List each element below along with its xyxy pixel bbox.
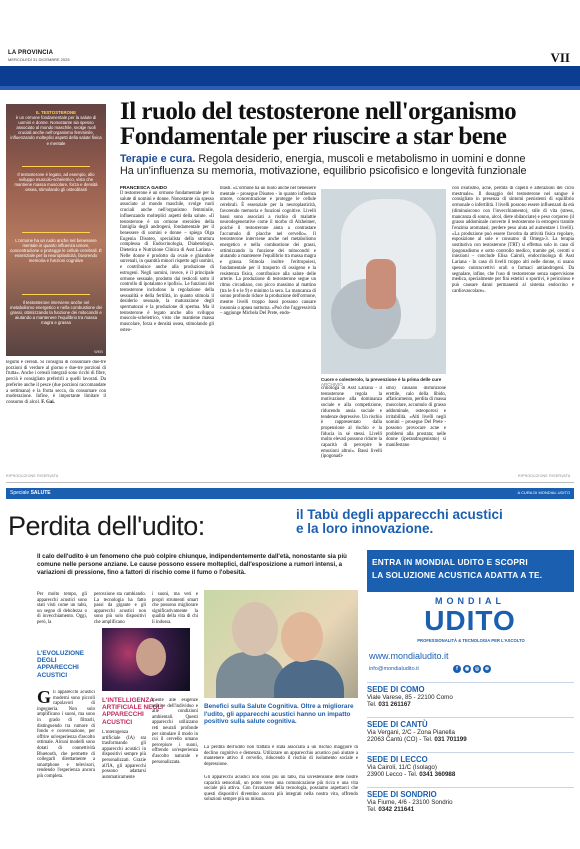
sites-separator bbox=[367, 717, 574, 718]
article-column-left bbox=[6, 360, 106, 472]
feature-label-evolution: L'EVOLUZIONE DEGLI APPARECCHI ACUSTICI bbox=[37, 650, 84, 679]
article-column-5: con irsutismo, acne, perdita di capelli e alterazioni del ciclo mestruale». Il dosaggio del testosterone nel sangue è consigliato in presenza di sintomi persistenti di squilibrio ormonale o infertilità. I livelli possono essere influenzati da età (diminuiscono con l'invecchiamento), stile di vita (stress, mancanza di sonno, alcol, diete sbilanciate) e peso corporeo (il grasso addominale converte il testosterone in estrogeni tramite l'enzima aromatasi; perdere peso aiuta ad aumentare i livelli). «La produzione può essere favorita da attività fisica regolare, esposizione al sole e consumo di Omega-3. La terapia sostitutiva con testosterone (TRT) si effettua solo in caso di ipogonadismo e sotto controllo medico, tramite gel, cerotti o iniezioni – conclude Elisa Cairoli, endocrinologa di Asst Lariana - In caso di livelli troppo alti nelle donne, si usano spesso contraccettivi orali o farmaci antiandrogeni. Da segnalare, infine, che l'uso di testosterone senza supervisione medica, specialmente per fini estetici o sportivi, è pericoloso e può causare danni permanenti al sistema endocrino e cardiovascolare». bbox=[452, 186, 574, 294]
phone-number: 031 261167 bbox=[378, 701, 411, 709]
page-divider bbox=[6, 482, 574, 483]
feature-text-ai-2: mente alle esigenze uditive dell'individuo e alle condizioni ambientali. Questi apparecchi utilizzano reti neurali profonde per simulare il modo in cui il cervello umano percepisce i suoni, offrendo un'esperienza d'ascolto naturale e personalizzata. bbox=[152, 698, 198, 765]
newspaper-name: LA PROVINCIA bbox=[8, 50, 54, 56]
ad-photo-couple bbox=[204, 590, 358, 698]
location-cantu bbox=[367, 720, 574, 743]
ad-subtitle-line-1: il Tabù degli apparecchi acustici bbox=[296, 507, 503, 522]
article-column-1 bbox=[120, 186, 214, 472]
article-text-1: Il testosterone è un ormone fondamentale per la salute di uomini e donne. Nonostante sia spesso associato al mondo maschile, svolge ruoli cruciali anche nell'organismo femminile, influenzando molteplici aspetti della salute. «Il testosterone è un ormone steroideo della famiglia degli androgeni, fondamentale per il benessere di uomini e donne – spiega Olga Eugenia Disoteo, specialista della struttura complessa di Endocrinologia, Diabetologia, Dietetica e Nutrizione Clinica di Asst Lariana - Nelle donne è prodotto da ovaie e ghiandole surrenali, in quantità minori rispetto agli uomini, e contribuisce anche alla produzione di estrogeni. Negli uomini, invece, è il principale ormone sessuale, prodotto dai testicoli sotto il controllo di ipotalamo e ipofisi». Le funzioni del testosterone includono la regolazione della sessualità e della fertilità, in quanto stimola il desiderio sessuale, la maturazione degli spermatozoi e la produzione di sperma. Ma il testosterone è legato anche allo sviluppo muscolo-scheletrico, visto che mantiene massa muscolare, forza e densità ossea, stimolando gli osteo- bbox=[120, 191, 214, 333]
location-como bbox=[367, 685, 574, 708]
feature-text-cognitive-1: La perdita dell'udito non trattata è stata associata a un rischio maggiore di declino cognitivo e demenza. Utilizzare un apparecchio acustico può aiutare a mantenere attivo il cervello, riducendo il rischio di isolamento sociale e depressione. bbox=[204, 745, 358, 767]
feature-text-evolution-body: li apparecchi acustici moderni sono piccoli capolavori di ingegneria. Non solo amplificano i suoni, ma sono in grado di filtrarli, distinguendo tra rumore di fondo e conversazione, per offrire un'esperienza d'ascolto ottimale. Alcuni modelli sono dotati di connettività Bluetooth, che permette di collegarli direttamente a smartphone e televisori, rendendo l'esperienza ancora più completa. bbox=[37, 690, 95, 779]
page-number: VII bbox=[550, 50, 570, 65]
phone-number: 0341 360988 bbox=[419, 771, 456, 779]
feature-text-ai-1: L'intelligenza artificiale (IA) sta trasformando gli apparecchi acustici in dispositivi sempre più personalizzati. Grazie all'IA, gli apparecchi possono adattarsi automaticamente bbox=[102, 730, 146, 780]
special-section-bar bbox=[6, 488, 574, 499]
brand-email-link[interactable]: info@mondialudito.it bbox=[369, 666, 419, 672]
article-column-2: blasti. «L'ormone ha un ruolo anche nel benessere mentale – prosegue Disoteo - in quanto influenza umore, concentrazione e protegge le cellule cerebrali. È essenziale per la neuroplasticità, favorendo memoria e funzioni cognitive. Livelli bassi sono associati a rischio di malattie neurodegenerative come il morbo di Alzheimer, poiché il testosterone aiuta a contrastare l'accumulo di placche nel cervello». Il testosterone interviene anche nel metabolismo energetico e nella combustione dei grassi, ottimizzando la funzione dei mitocondri e aiutando a mantenere l'equilibrio tra massa magra e grassa. Stimola inoltre l'eritropoiesi, fondamentale per il trasporto di ossigeno e la resistenza fisica, contribuisce alla salute delle arterie. La produzione di testosterone segue un ritmo circadiano, con picco massimo al mattino (tra le 6 e le 9) e minimo la sera. La mancanza di sonno profondo riduce la produzione dell'ormone, mentre livelli troppo bassi possono causare insonnia o apnea notturna. «Può che l'aggressività – aggiunge Michela Del Prete, endo- bbox=[220, 186, 316, 317]
location-address: Via Vergani, 2/C - Zona Pianella bbox=[367, 729, 455, 736]
photo-face-1 bbox=[232, 602, 278, 656]
feature-text-evolution bbox=[37, 690, 95, 800]
brand-udito: UDITO bbox=[424, 605, 516, 636]
feature-label-cognitive: Benefici sulla Salute Cognitiva. Oltre a migliorare l'udito, gli apparecchi acustici hanno un impatto positivo sulla salute cognitiva. bbox=[204, 703, 354, 726]
phone-label: 22063 Cantù (CO) - Tel. bbox=[367, 736, 433, 744]
location-phone bbox=[367, 771, 574, 778]
phone-label: 23900 Lecco - Tel. bbox=[367, 771, 418, 779]
infobox-credit: WEB bbox=[94, 350, 103, 354]
facebook-icon[interactable]: f bbox=[453, 665, 461, 673]
feature-label-ai: L'INTELLIGENZA ARTIFICIALE NEGLI APPARECCHI ACUSTICI bbox=[102, 697, 164, 726]
photo-face bbox=[136, 638, 166, 676]
caption-text: Cuore e colesterolo, la prevenzione è la prima delle cure bbox=[321, 377, 442, 382]
location-sondrio bbox=[367, 790, 574, 813]
copyright-left: RIPRODUZIONE RISERVATA bbox=[6, 474, 59, 478]
sites-separator bbox=[367, 787, 574, 788]
phone-label: Tel. bbox=[367, 701, 379, 709]
brand-mondial: MONDIAL bbox=[435, 596, 505, 606]
article-signature: F. Gai. bbox=[41, 399, 55, 405]
location-name: SEDE DI CANTÙ bbox=[367, 720, 428, 729]
article-column-3: crinologa di Asst Lariana - il testosterone regola la motivazione alla dominanza sociale e alla competizione, riducendo ansia sociale e tendenze depressive. Un rischio è rappresentato dalla propensione al rischio e la fiducia in sé stessi. Livelli molto elevati possono ridurre la capacità di percepire le emozioni altrui». Bassi livelli (ipogonadi- bbox=[321, 386, 382, 460]
location-name: SEDE DI SONDRIO bbox=[367, 790, 437, 799]
copyright-right: RIPRODUZIONE RISERVATA bbox=[518, 474, 571, 478]
cta-line-1: ENTRA IN MONDIAL UDITO E SCOPRI bbox=[372, 557, 528, 567]
infobox-text-1: è un ormone fondamentale per la salute di uomini e donne. Nonostante sia spesso associato al mondo maschile, svolge ruoli cruciali anche nell'organismo femminile, influenzando molteplici aspetti della salute fisica e mentale bbox=[10, 115, 102, 146]
ad-text-col-3: i suoni, ma veri e propri strumenti smart che possono migliorare significativamente la qualità della vita di chi li indossa. bbox=[152, 592, 198, 625]
sites-separator bbox=[367, 752, 574, 753]
phone-number: 0342 211641 bbox=[378, 806, 415, 814]
sites-separator bbox=[367, 682, 574, 683]
section-name: SALUTE bbox=[30, 490, 51, 496]
deck-line-2: Ha un'influenza su memoria, motivazione, equilibrio psicofisico e longevità funzionale bbox=[120, 165, 527, 178]
article-column-4: smo) causano disfunzione erettile, calo della libido, affaticamento, perdita di massa muscolare, accumulo di grasso addominale, osteoporosi e irritabilità. «Alti livelli negli uomini – prosegue Del Prete - possono provocare acne e problemi alla prostata; nelle donne (iperandrogenismo) si manifestano bbox=[386, 386, 446, 449]
location-phone bbox=[367, 736, 574, 743]
brand-claim: PROFESSIONALITÀ & TECNOLOGIA PER L'ASCOLTO bbox=[417, 638, 525, 643]
photo-face-2 bbox=[281, 612, 323, 662]
location-phone bbox=[367, 701, 574, 708]
testosterone-infobox bbox=[6, 104, 106, 356]
location-address: Viale Varese, 85 - 22100 Como bbox=[367, 694, 453, 701]
ad-cta-box bbox=[367, 550, 574, 592]
section-sponsor: A CURA DI MONDIAL UDITO bbox=[517, 490, 570, 495]
ad-photo-headphones bbox=[102, 628, 190, 691]
ad-title: Perdita dell'udito: bbox=[8, 511, 205, 541]
phone-number: 031 701199 bbox=[434, 736, 467, 744]
ad-intro: Il calo dell'udito è un fenomeno che può colpire chiunque, indipendentemente dall'età, nonostante sia più comune nelle persone anziane. Le cause possono essere molteplici, dall'esposizione a rumori intensi, a variazioni di pressione, fino a fattori di rischio come il fumo o l'obesità. bbox=[37, 553, 347, 576]
cta-line-2: LA SOLUZIONE ACUSTICA ADATTA A TE. bbox=[372, 570, 543, 580]
masthead bbox=[0, 0, 580, 65]
photo-person-2 bbox=[274, 660, 344, 698]
headline-line-2: Fondamentale per riuscire a star bene bbox=[120, 123, 507, 150]
brand-website-link[interactable]: www.mondialudito.it bbox=[369, 651, 449, 661]
article-deck bbox=[120, 153, 575, 178]
article-text-left: legumi e cereali. Si consiglia di consumare due-tre porzioni di verdure al giorno e due-tre porzioni di frutta». Anche i cereali integrali sono ricchi di fibre, perciò è consigliato preferirli a quelli lavorati. Da preferire anche il pesce (due porzioni raccomandate a settimana) e la frutta secca, da consumare con moderazione. Infine, è importante limitare il consumo di alcol. bbox=[6, 360, 106, 405]
ad-text-col-1: Per molto tempo, gli apparecchi acustici sono stati visti come un tabù, un segno di debolezza o di invecchiamento. Oggi, però, la bbox=[37, 592, 87, 625]
header-band bbox=[0, 66, 580, 86]
infobox-block-1 bbox=[10, 110, 102, 146]
globe-icon[interactable]: ⊕ bbox=[484, 666, 490, 672]
infobox-text-2: Il testosterone è legato, ad esempio, allo sviluppo muscolo-scheletrico, visto che mantiene massa muscolare, forza e densità ossea, stimolando gli osteoblasti bbox=[14, 172, 98, 193]
location-address: Via Cairoli, 11/C (Isolago) bbox=[367, 764, 437, 771]
whatsapp-icon[interactable]: ◉ bbox=[464, 666, 470, 672]
location-name: SEDE DI COMO bbox=[367, 685, 425, 694]
instagram-icon[interactable]: ◎ bbox=[474, 666, 480, 672]
headline-line-1: Il ruolo del testosterone nell'organismo bbox=[120, 98, 517, 125]
infobox-separator bbox=[22, 294, 90, 295]
ad-subtitle bbox=[296, 508, 576, 536]
location-lecco bbox=[367, 755, 574, 778]
ad-subtitle-line-2: e la loro innovazione. bbox=[296, 521, 434, 536]
infobox-text-4: Il testosterone interviene anche nel metabolismo energetico e nella combustione dei grassi, ottimizzando la funzione dei mitocondri e aiutando a mantenere l'equilibrio tra massa magra e grassa bbox=[10, 300, 102, 326]
issue-date: MERCOLEDÌ 31 DICEMBRE 2025 bbox=[8, 57, 70, 62]
section-prefix: Speciale bbox=[10, 490, 31, 496]
section-label bbox=[10, 490, 51, 496]
location-phone bbox=[367, 806, 574, 813]
deck-line-1 bbox=[120, 153, 575, 165]
deck-text-1: Regola desiderio, energia, muscoli e metabolismo in uomini e donne bbox=[195, 153, 526, 165]
infobox-title: IL TESTOSTERONE bbox=[36, 110, 76, 115]
article-headline bbox=[120, 99, 575, 149]
location-address: Via Fiume, 4/6 - 23100 Sondrio bbox=[367, 799, 453, 806]
article-byline: FRANCESCA GAIDO bbox=[120, 186, 167, 191]
drop-cap: G bbox=[37, 690, 52, 707]
caption-credit: ARCHIVIO bbox=[321, 382, 343, 387]
infobox-separator bbox=[22, 232, 90, 233]
header-band-stripe bbox=[0, 86, 580, 90]
infobox-text-3: L'ormone ha un ruolo anche nel benessere mentale in quanto influenza umore, concentrazione e protegge le cellule cerebrali. È essenziale per la neuroplasticità, favorendo memoria e funzioni cognitive bbox=[10, 238, 102, 264]
photo-hand bbox=[366, 259, 396, 309]
infobox-separator bbox=[22, 166, 90, 167]
location-name: SEDE DI LECCO bbox=[367, 755, 428, 764]
phone-label: Tel. bbox=[367, 806, 379, 814]
ad-text-col-2: percezione sta cambiando. La tecnologia ha fatto passi da gigante e gli apparecchi acustici non sono più solo dispositivi che amplificano bbox=[94, 592, 146, 625]
feature-text-cognitive-2: Gli apparecchi acustici non sono più un tabù, ma un'estensione delle nostre capacità sensoriali, un ponte verso una comunicazione più ricca e una vita sociale più attiva. Con l'avanzare della tecnologia, possiamo aspettarci che questi dispositivi diventino ancora più integrati nella nostra vita, offrendo soluzioni sempre più su misura. bbox=[204, 775, 358, 803]
deck-kicker: Terapie e cura. bbox=[120, 153, 196, 165]
article-photo bbox=[321, 189, 446, 374]
